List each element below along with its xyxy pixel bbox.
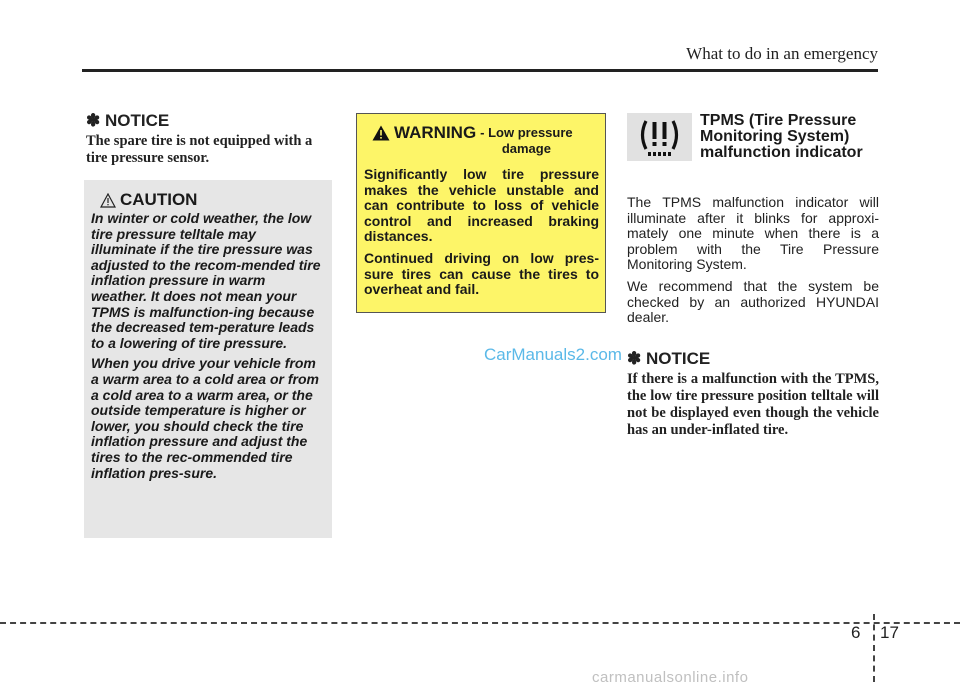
caution-paragraph: In winter or cold weather, the low tire pressure telltale may illuminate if the tire pressure was adjusted to the recom-mended tire inflation pressure in warm weather. It does not mean your TPMS is malfunction-ing because the decreased tem-perature leads to a lowering of tire pressure.: [91, 210, 321, 351]
footer-divider: [0, 622, 960, 624]
warning-body: [364, 167, 599, 304]
tpms-icon-box: [627, 113, 692, 161]
warning-subtitle: [480, 123, 572, 157]
header-divider: [82, 69, 878, 72]
notice-symbol-icon: ✽: [627, 349, 642, 368]
warning-subtitle-line: damage: [501, 141, 551, 156]
caution-triangle-icon: [100, 193, 116, 208]
warning-triangle-icon: [372, 125, 390, 141]
notice-text: If there is a malfunction with the TPMS, the low tire pressure position telltale will not be displayed even though the vehicle has an under-inflated tire.: [627, 371, 879, 438]
tpms-paragraph: The TPMS malfunction indicator will illuminate after it blinks for approxi-mately one minute when there is a problem with the Tire Pressure Monitoring System.: [627, 194, 879, 273]
caution-title: CAUTION: [120, 190, 198, 209]
warning-subtitle-line: - Low pressure: [480, 125, 573, 140]
warning-paragraph: Significantly low tire pressure makes the vehicle unstable and can contribute to loss of vehicle control and increased braking distances.: [364, 166, 599, 245]
footer-page-separator: [873, 614, 875, 682]
footer-watermark[interactable]: carmanualsonline.info: [592, 669, 749, 686]
notice-symbol-icon: ✽: [86, 111, 101, 130]
caution-body: [91, 211, 325, 486]
caution-heading: [100, 190, 197, 210]
notice-title: NOTICE: [645, 349, 711, 368]
page-number: 17: [880, 623, 899, 642]
notice-heading: [86, 111, 169, 131]
tpms-paragraph: We recommend that the system be checked by an authorized HYUNDAI dealer.: [627, 277, 879, 326]
tpms-heading: TPMS (Tire Pressure Monitoring System) malfunction indicator: [700, 112, 863, 161]
chapter-number: 6: [851, 623, 861, 642]
notice-heading: [627, 349, 710, 369]
site-watermark[interactable]: CarManuals2.com: [484, 345, 622, 364]
warning-heading: [372, 123, 573, 157]
notice-text: The spare tire is not equipped with a tire pressure sensor.: [86, 133, 313, 166]
tpms-malfunction-icon: [627, 113, 692, 161]
section-title: What to do in an emergency: [686, 44, 878, 63]
notice-title: NOTICE: [104, 111, 170, 130]
tpms-body: [627, 195, 879, 332]
warning-paragraph: Continued driving on low pres-sure tires can cause the tires to overheat and fail.: [364, 249, 599, 298]
caution-paragraph: When you drive your vehicle from a warm area to a cold area or from a cold area to a warm area, or the outside temperature is higher or lower, you should check the tire inflation pressure and adjust the tires to the rec-ommended tire inflation pres-sure.: [91, 355, 319, 481]
warning-title: WARNING: [394, 123, 477, 142]
